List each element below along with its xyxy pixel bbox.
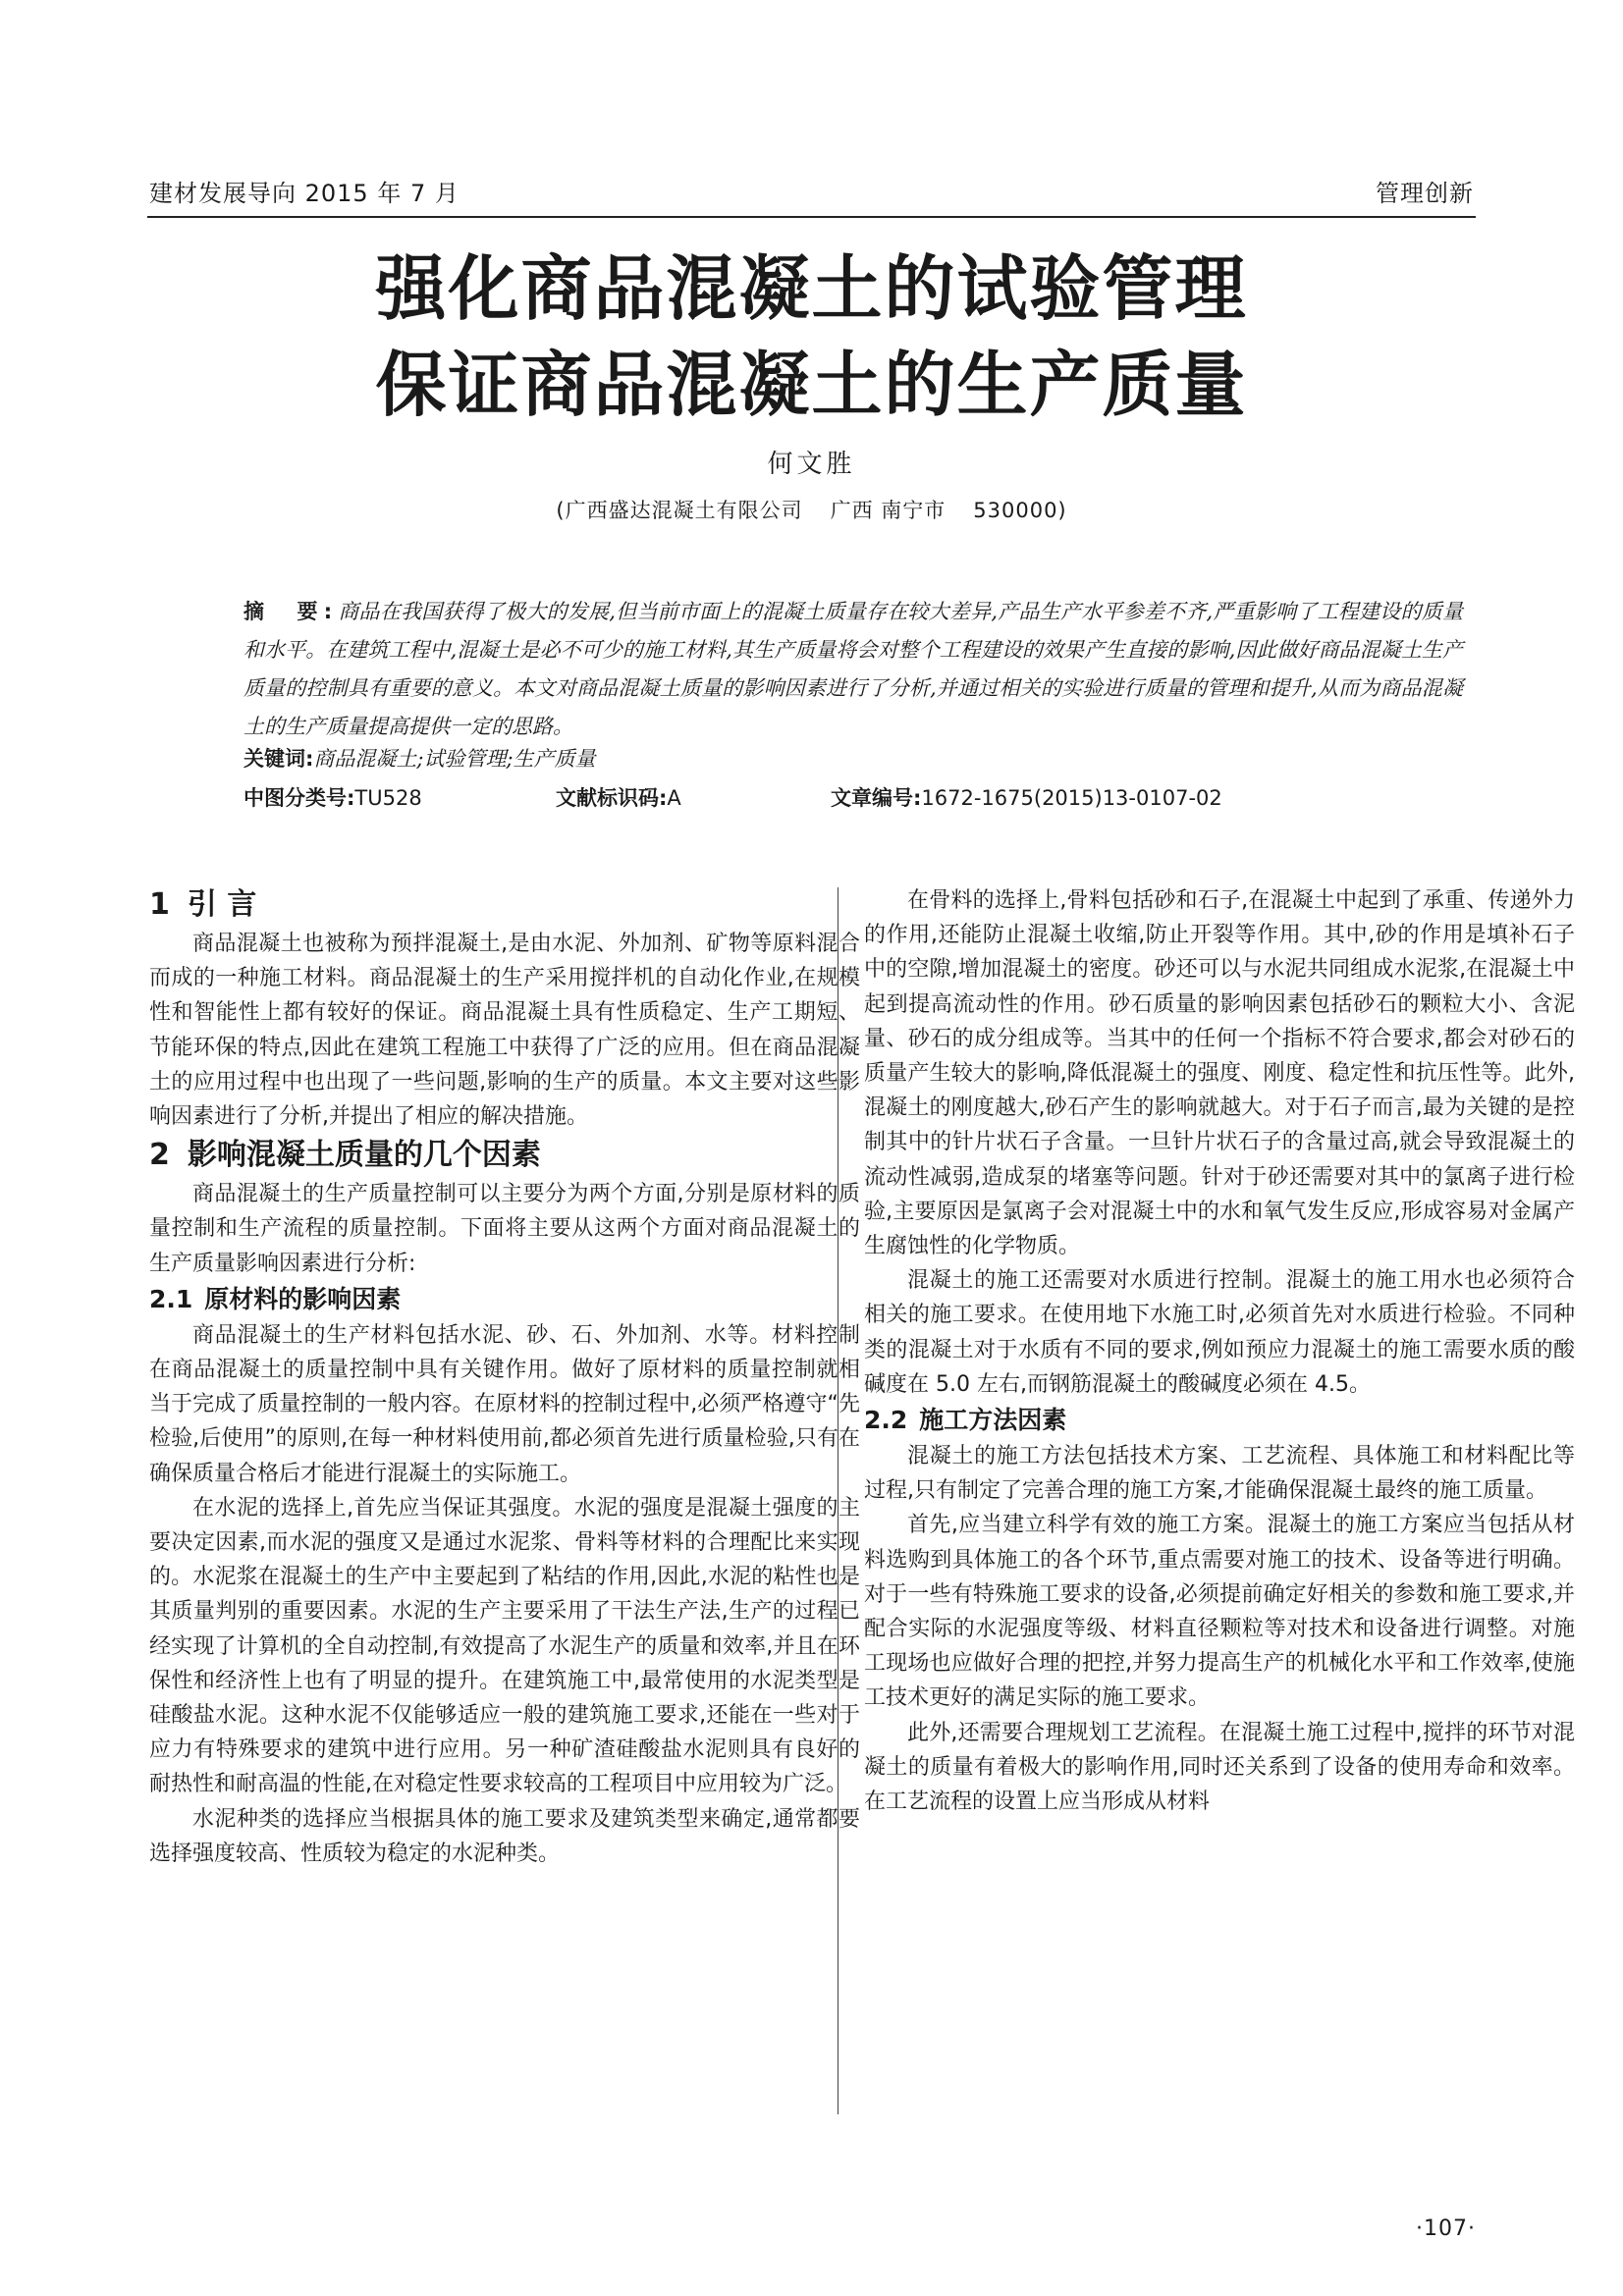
section-title: 影响混凝土质量的几个因素 — [187, 1138, 541, 1173]
document-code — [556, 781, 681, 815]
abstract-label: 摘 要: — [243, 600, 339, 623]
subsection-heading-2-2 — [864, 1402, 1575, 1439]
document-code-value: A — [667, 786, 681, 810]
affiliation-postcode: 530000) — [973, 499, 1067, 522]
paragraph: 此外,还需要合理规划工艺流程。在混凝土施工过程中,搅拌的环节对混凝土的质量有着极大的影响作用,同时还关系到了设备的使用寿命和效率。在工艺流程的设置上应当形成从材料 — [864, 1720, 1575, 1815]
abstract-text: 商品在我国获得了极大的发展,但当前市面上的混凝土质量存在较大差异,产品生产水平参差不齐,严重影响了工程建设的质量和水平。在建筑工程中,混凝土是必不可少的施工材料,其生产质量将会对整个工程建设的效果产生直接的影响,因此做好商品混凝土生产质量的控制具有重要的意义。本文对商品混凝土质量的影响因素进行了分析,并通过相关的实验进行质量的管理和提升,从而为商品混凝土的生产质量提高提供一定的思路。 — [243, 600, 1463, 738]
paragraph: 商品混凝土也被称为预拌混凝土,是由水泥、外加剂、矿物等原料混合而成的一种施工材料。商品混凝土的生产采用搅拌机的自动化作业,在规模性和智能性上都有较好的保证。商品混凝土具有性质稳定、生产工期短、节能环保的特点,因此在建筑工程施工中获得了广泛的应用。但在商品混凝土的应用过程中也出现了一些问题,影响的生产的质量。本文主要对这些影响因素进行了分析,并提出了相应的解决措施。 — [149, 932, 860, 1130]
keywords-text: 商品混凝土;试验管理;生产质量 — [313, 747, 596, 771]
keywords — [243, 742, 1463, 775]
abstract — [243, 593, 1463, 746]
running-header-section: 管理创新 — [1376, 180, 1474, 207]
affiliation-organization: (广西盛达混凝土有限公司 — [556, 499, 803, 522]
paragraph: 商品混凝土的生产材料包括水泥、砂、石、外加剂、水等。材料控制在商品混凝土的质量控制中具有关键作用。做好了原材料的质量控制就相当于完成了质量控制的一般内容。在原材料的控制过程中,必须严格遵守“先检验,后使用”的原则,在每一种材料使用前,都必须首先进行质量检验,只有在确保质量合格后才能进行混凝土的实际施工。 — [149, 1322, 860, 1486]
paragraph: 混凝土的施工方法包括技术方案、工艺流程、具体施工和材料配比等过程,只有制定了完善合理的施工方案,才能确保混凝土最终的施工质量。 — [864, 1444, 1575, 1504]
document-code-label: 文献标识码: — [556, 786, 668, 810]
subsection-title: 原材料的影响因素 — [204, 1284, 402, 1313]
paragraph: 水泥种类的选择应当根据具体的施工要求及建筑类型来确定,通常都要选择强度较高、性质较为稳定的水泥种类。 — [149, 1806, 860, 1866]
body-column-left — [149, 883, 860, 1871]
page-number: ·107· — [1416, 2216, 1476, 2241]
subsection-number: 2.2 — [864, 1406, 908, 1435]
clc-label: 中图分类号: — [243, 786, 355, 810]
paragraph: 首先,应当建立科学有效的施工方案。混凝土的施工方案应当包括从材料选购到具体施工的各个环节,重点需要对施工的技术、设备等进行明确。对于一些有特殊施工要求的设备,必须提前确定好相关的参数和施工要求,并配合实际的水泥强度等级、材料直径颗粒等对技术和设备进行调整。对施工现场也应做好合理的把控,并努力提高生产的机械化水平和工作效率,使施工技术更好的满足实际的施工要求。 — [864, 1513, 1575, 1711]
clc-number — [243, 781, 422, 815]
subsection-heading-2-1 — [149, 1281, 860, 1318]
paragraph: 在骨料的选择上,骨料包括砂和石子,在混凝土中起到了承重、传递外力的作用,还能防止混凝土收缩,防止开裂等作用。其中,砂的作用是填补石子中的空隙,增加混凝土的密度。砂还可以与水泥共同组成水泥浆,在混凝土中起到提高流动性的作用。砂石质量的影响因素包括砂石的颗粒大小、含泥量、砂石的成分组成等。当其中的任何一个指标不符合要求,都会对砂石的质量产生较大的影响,降低混凝土的强度、刚度、稳定性和抗压性等。此外,混凝土的刚度越大,砂石产生的影响就越大。对于石子而言,最为关键的是控制其中的针片状石子含量。一旦针片状石子的含量过高,就会导致混凝土的流动性减弱,造成泵的堵塞等问题。针对于砂还需要对其中的氯离子进行检验,主要原因是氯离子会对混凝土中的水和氧气发生反应,形成容易对金属产生腐蚀性的化学物质。 — [864, 888, 1575, 1259]
section-number: 1 — [149, 887, 170, 922]
article-number-value: 1672-1675(2015)13-0107-02 — [921, 786, 1222, 810]
article-title-line-2: 保证商品混凝土的生产质量 — [375, 343, 1248, 426]
section-heading-1 — [149, 883, 860, 927]
article-number-label: 文章编号: — [831, 786, 922, 810]
body-column-right — [864, 883, 1575, 1819]
section-heading-2 — [149, 1134, 860, 1177]
subsection-number: 2.1 — [149, 1284, 193, 1313]
running-header-journal: 建材发展导向 2015 年 7 月 — [149, 180, 460, 207]
author-affiliation — [0, 495, 1623, 524]
paragraph: 混凝土的施工还需要对水质进行控制。混凝土的施工用水也必须符合相关的施工要求。在使用地下水施工时,必须首先对水质进行检验。不同种类的混凝土对于水质有不同的要求,例如预应力混凝土的施工需要水质的酸碱度在 5.0 左右,而钢筋混凝土的酸碱度必须在 4.5。 — [864, 1268, 1575, 1397]
paragraph: 在水泥的选择上,首先应当保证其强度。水泥的强度是混凝土强度的主要决定因素,而水泥的强度又是通过水泥浆、骨料等材料的合理配比来实现的。水泥浆在混凝土的生产中主要起到了粘结的作用,因此,水泥的粘性也是其质量判别的重要因素。水泥的生产主要采用了干法生产法,生产的过程已经实现了计算机的全自动控制,有效提高了水泥生产的质量和效率,并且在环保性和经济性上也有了明显的提升。在建筑施工中,最常使用的水泥类型是硅酸盐水泥。这种水泥不仅能够适应一般的建筑施工要求,还能在一些对于应力有特殊要求的建筑中进行应用。另一种矿渣硅酸盐水泥则具有良好的耐热性和耐高温的性能,在对稳定性要求较高的工程项目中应用较为广泛。 — [149, 1495, 860, 1797]
keywords-label: 关键词: — [243, 747, 314, 771]
paragraph: 商品混凝土的生产质量控制可以主要分为两个方面,分别是原材料的质量控制和生产流程的质量控制。下面将主要从这两个方面对商品混凝土的生产质量影响因素进行分析: — [149, 1182, 860, 1276]
section-title: 引 言 — [187, 887, 257, 922]
author-name: 何文胜 — [767, 450, 856, 479]
header-rule — [147, 216, 1476, 218]
article-title-line-1: 强化商品混凝土的试验管理 — [375, 246, 1248, 330]
clc-value: TU528 — [354, 786, 422, 810]
affiliation-location: 广西 南宁市 — [830, 499, 947, 522]
column-divider — [838, 887, 839, 2114]
section-number: 2 — [149, 1138, 170, 1173]
article-number — [831, 781, 1222, 815]
subsection-title: 施工方法因素 — [919, 1406, 1067, 1435]
